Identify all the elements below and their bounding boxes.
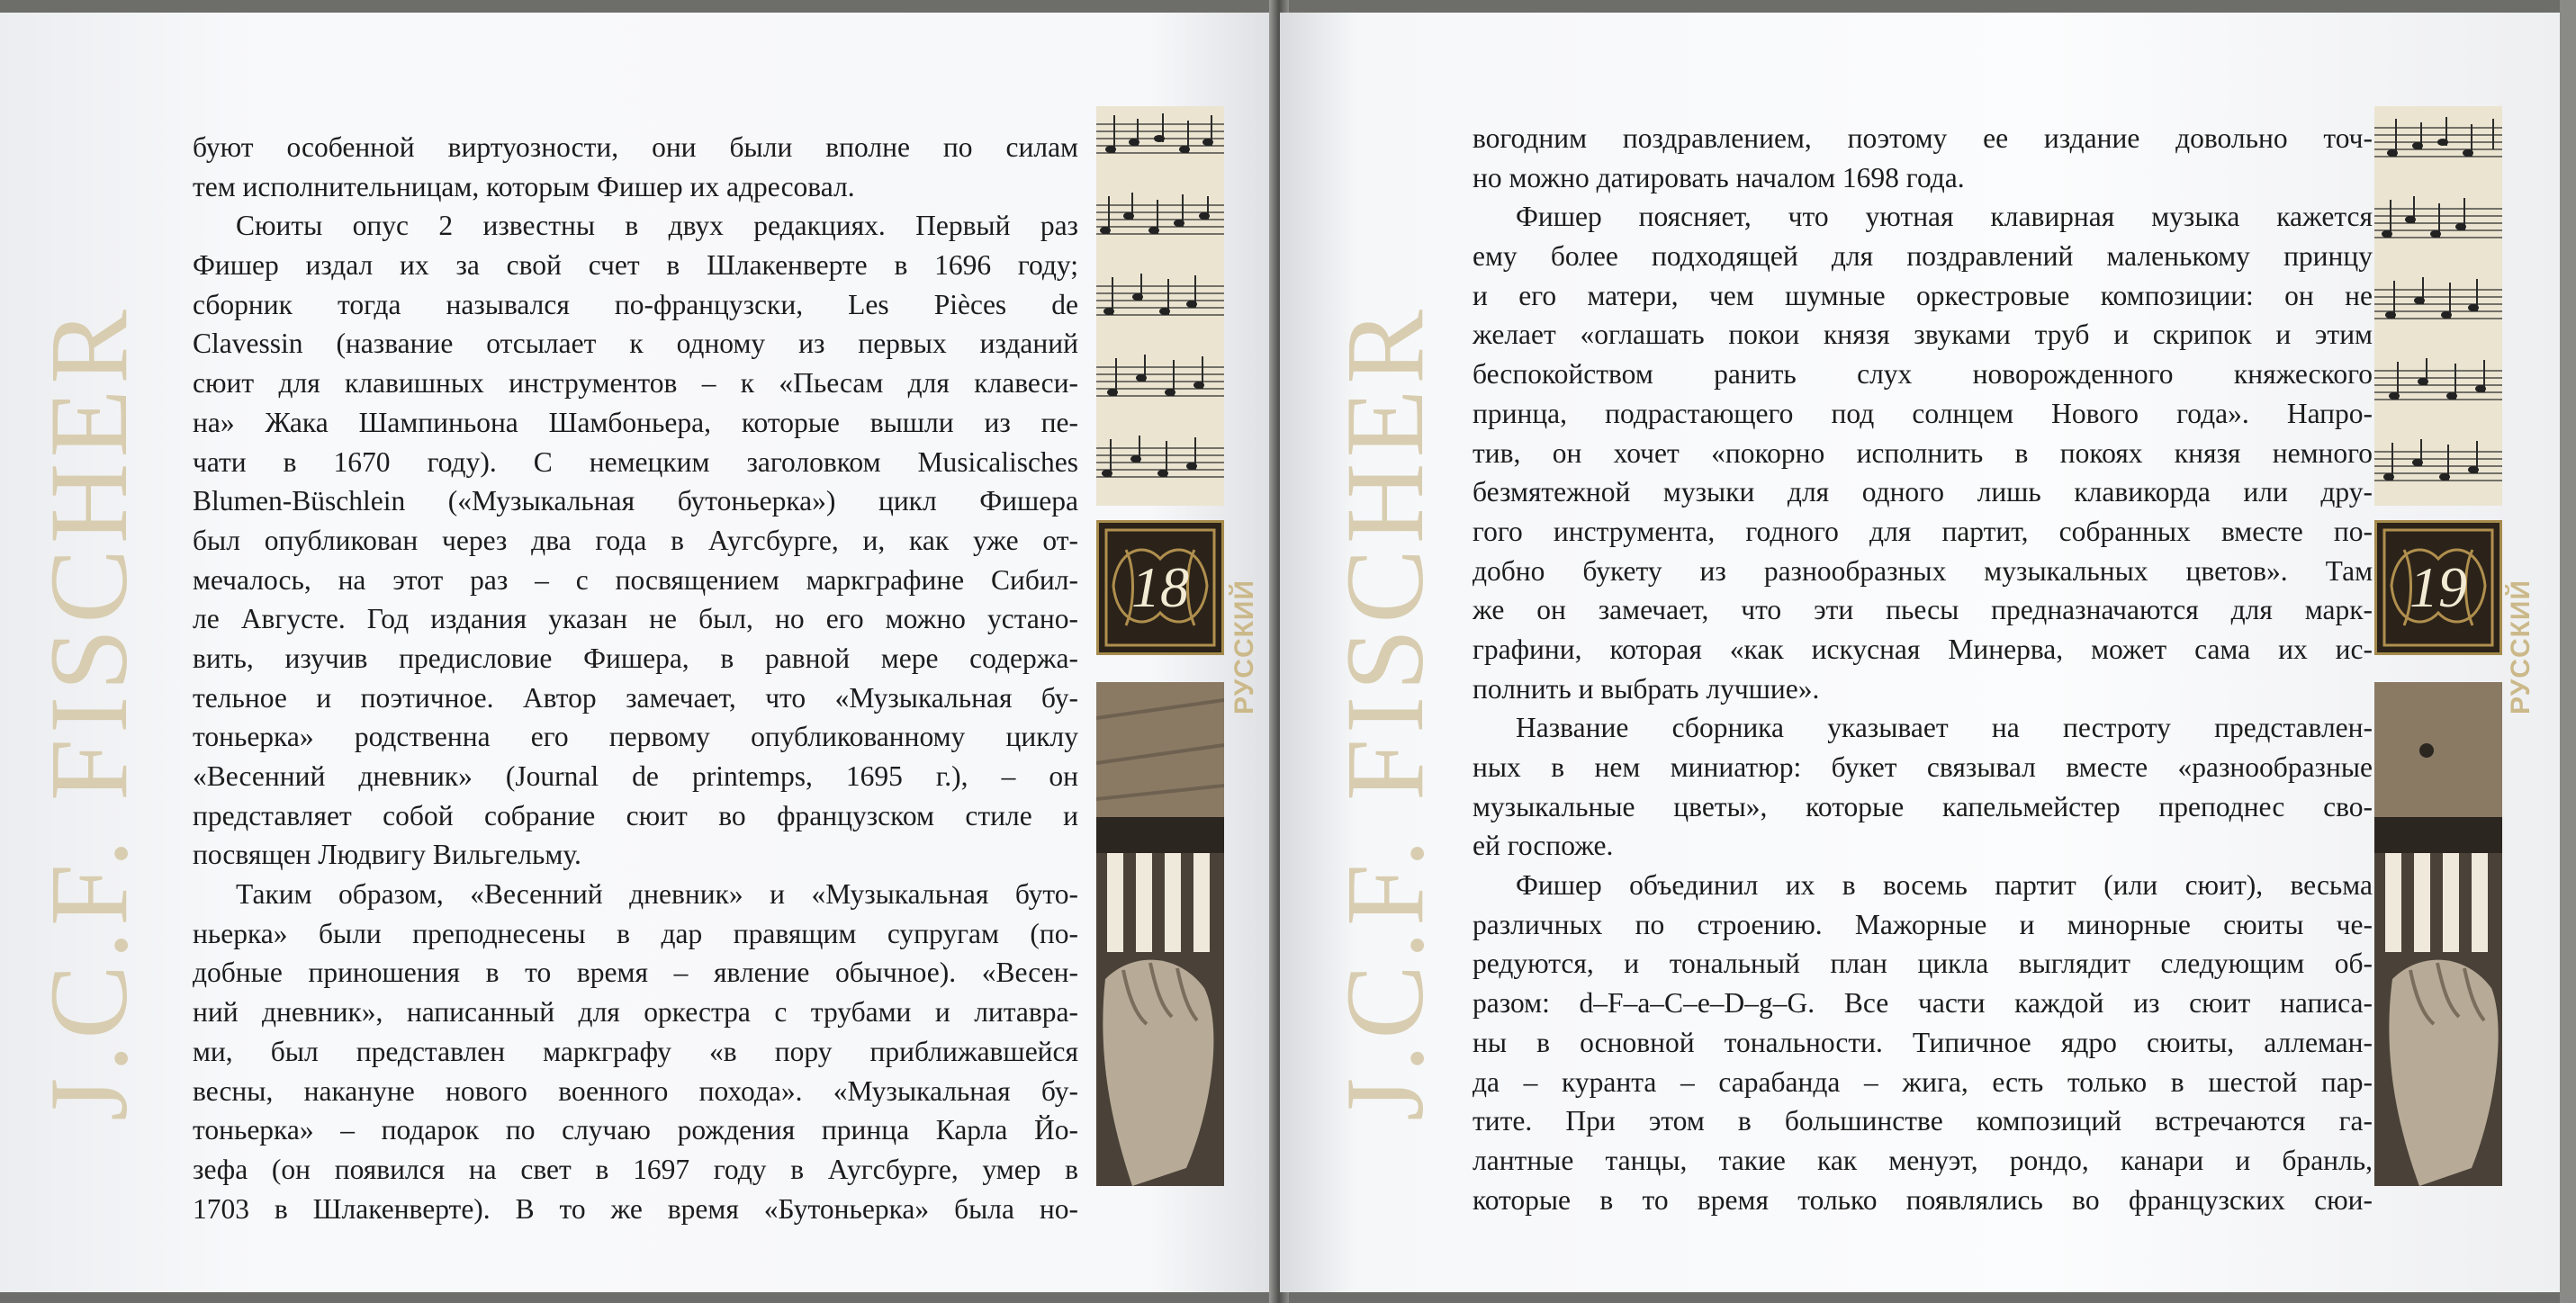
- sheet-music-image: [1096, 106, 1224, 506]
- text-line: которые в то время только появлялись во французских сюи-: [1473, 1183, 2373, 1216]
- text-line: графини, которая «как искусная Минерва, может сама их ис-: [1473, 633, 2373, 665]
- text-line: лантные танцы, такие как менуэт, рондо, канари и бранль,: [1473, 1144, 2373, 1176]
- text-line: Фишер поясняет, что уютная клавирная музыка кажется: [1516, 201, 2373, 233]
- text-line: был опубликован через два года в Аугсбурге, и, как уже от-: [193, 524, 1078, 556]
- sheet-music-icon: [2374, 106, 2502, 506]
- page-number: 19: [2409, 555, 2467, 619]
- text-line: вить, изучив предисловие Фишера, в равной мере содержа-: [193, 642, 1078, 674]
- text-line: ему более подходящей для поздравлений маленькому принцу: [1473, 240, 2373, 273]
- text-line: вогодним поздравлением, поэтому ее издание довольно точ-: [1473, 122, 2373, 154]
- text-line: на» Жака Шампиньона Шамбоньера, которые вышли из пе-: [193, 406, 1078, 438]
- text-line: добно букету из разнообразных музыкальных цветов». Там: [1473, 554, 2373, 587]
- text-line: буют особенной виртуозности, они были вполне по силам: [193, 131, 1078, 163]
- text-line: тоньерка» родственна его первому опубликованному циклу: [193, 721, 1078, 753]
- text-line: добные приношения в то время – явление обычное). «Весен-: [193, 957, 1078, 989]
- text-line: ей госпоже.: [1473, 830, 1614, 862]
- text-line: тоньерка» – подарок по случаю рождения принца Карла Йо-: [193, 1114, 1078, 1146]
- text-line: тив, он хочет «покорно исполнить в покоях князя немного: [1473, 436, 2373, 469]
- text-line: Фишер издал их за свой счет в Шлакенверте в 1696 году;: [193, 249, 1078, 282]
- text-line: беспокойством ранить слух новорожденного княжеского: [1473, 358, 2373, 391]
- text-line: ных в нем миниатюр: букет связывал вместе «разнообразные: [1473, 751, 2373, 783]
- language-tab: РУССКИЙ: [1229, 579, 1259, 714]
- text-line: Название сборника указывает на пестроту представлен-: [1516, 712, 2373, 744]
- text-line: принца, подрастающего под солнцем Нового года». Напро-: [1473, 397, 2373, 429]
- text-line: посвящен Людвигу Вильгельму.: [193, 839, 581, 871]
- text-line: мечалось, на этот раз – с посвящением маркграфине Сибил-: [193, 563, 1078, 596]
- left-page: [0, 13, 1276, 1292]
- text-line: ньерка» были преподнесены в дар правящим супругам (по-: [193, 917, 1078, 949]
- text-line: тельное и поэтичное. Автор замечает, что «Музыкальная бу-: [193, 681, 1078, 714]
- language-tab: РУССКИЙ: [2506, 579, 2535, 714]
- text-line: Таким образом, «Весенний дневник» и «Музыкальная буто-: [236, 878, 1078, 911]
- text-line: ле Августе. Год издания указан не был, но его можно устано-: [193, 603, 1078, 635]
- text-line: же он замечает, что эти пьесы предназначаются для марк-: [1473, 594, 2373, 626]
- text-line: различных по строению. Мажорные и минорные сюиты че-: [1473, 908, 2373, 940]
- text-line: Фишер объединил их в восемь партит (или сюит), весьма: [1516, 869, 2373, 902]
- page-number: 18: [1131, 555, 1189, 619]
- text-line: сборник тогда назывался по-французски, Les Pièces de: [193, 288, 1078, 320]
- text-line: гого инструмента, годного для партит, собранных вместе по-: [1473, 515, 2373, 547]
- text-line: сюит для клавишных инструментов – к «Пьесам для клавеси-: [193, 367, 1078, 400]
- sheet-music-image: [2374, 106, 2502, 506]
- text-line: Clavessin (название отсылает к одному из первых изданий: [193, 328, 1078, 360]
- text-line: полнить и выбрать лучшие».: [1473, 672, 1820, 705]
- text-line: но можно датировать началом 1698 года.: [1473, 161, 1965, 193]
- text-line: музыкальные цветы», которые капельмейстер преподнес сво-: [1473, 790, 2373, 822]
- text-line: желает «оглашать покои князя звуками труб и скрипок и этим: [1473, 319, 2373, 351]
- hand-on-keys-icon: [2374, 682, 2502, 1186]
- text-line: безмятежной музыки для одного лишь клавикорда или дру-: [1473, 476, 2373, 508]
- harpsichord-hands-photo: [1096, 682, 1224, 1186]
- text-line: редуются, и тональный план цикла выглядит следующим об-: [1473, 948, 2373, 980]
- page-edge: [2560, 0, 2576, 1303]
- hand-on-keys-icon: [1096, 682, 1224, 1186]
- text-line: «Весенний дневник» (Journal de printemps, 1695 г.), – он: [193, 760, 1078, 792]
- page-number-emblem: [2374, 520, 2502, 655]
- page-number-emblem: [1096, 520, 1224, 655]
- text-line: ми, был представлен маркграфу «в пору приближавшейся: [193, 1035, 1078, 1067]
- harpsichord-hands-photo: [2374, 682, 2502, 1186]
- right-page: [1280, 13, 2560, 1292]
- text-line: 1703 в Шлакенверте). В то же время «Бутоньерка» была но-: [193, 1192, 1078, 1225]
- text-line: чати в 1670 году). С немецким заголовком Musicalisches: [193, 445, 1078, 478]
- sheet-music-icon: [1096, 106, 1224, 506]
- vertical-composer-title: J.C.F. FISCHER: [27, 304, 150, 1121]
- text-line: ний дневник», написанный для оркестра с трубами и литавра-: [193, 996, 1078, 1029]
- text-line: представляет собой собрание сюит во французском стиле и: [193, 799, 1078, 831]
- text-line: Blumen-Büschlein («Музыкальная бутоньерка») цикл Фишера: [193, 485, 1078, 517]
- text-line: весны, накануне нового военного похода». «Музыкальная бу-: [193, 1074, 1078, 1107]
- vertical-composer-title: J.C.F. FISCHER: [1323, 304, 1446, 1121]
- text-line: разом: d–F–a–C–e–D–g–G. Все части каждой из сюит написа-: [1473, 987, 2373, 1020]
- body-text: [193, 128, 1078, 1228]
- text-line: Сюиты опус 2 известны в двух редакциях. Первый раз: [236, 210, 1078, 242]
- text-line: тите. При этом в большинстве композиций встречаются га-: [1473, 1105, 2373, 1137]
- body-text: [1473, 119, 2373, 1219]
- text-line: зефа (он появился на свет в 1697 году в Аугсбурге, умер в: [193, 1153, 1078, 1185]
- text-line: ны в основной тональности. Типичное ядро сюиты, аллеман-: [1473, 1026, 2373, 1058]
- text-line: тем исполнительницам, которым Фишер их адресовал.: [193, 170, 855, 202]
- text-line: и его матери, чем шумные оркестровые композиции: он не: [1473, 279, 2373, 311]
- text-line: да – куранта – сарабанда – жига, есть только в шестой пар-: [1473, 1065, 2373, 1098]
